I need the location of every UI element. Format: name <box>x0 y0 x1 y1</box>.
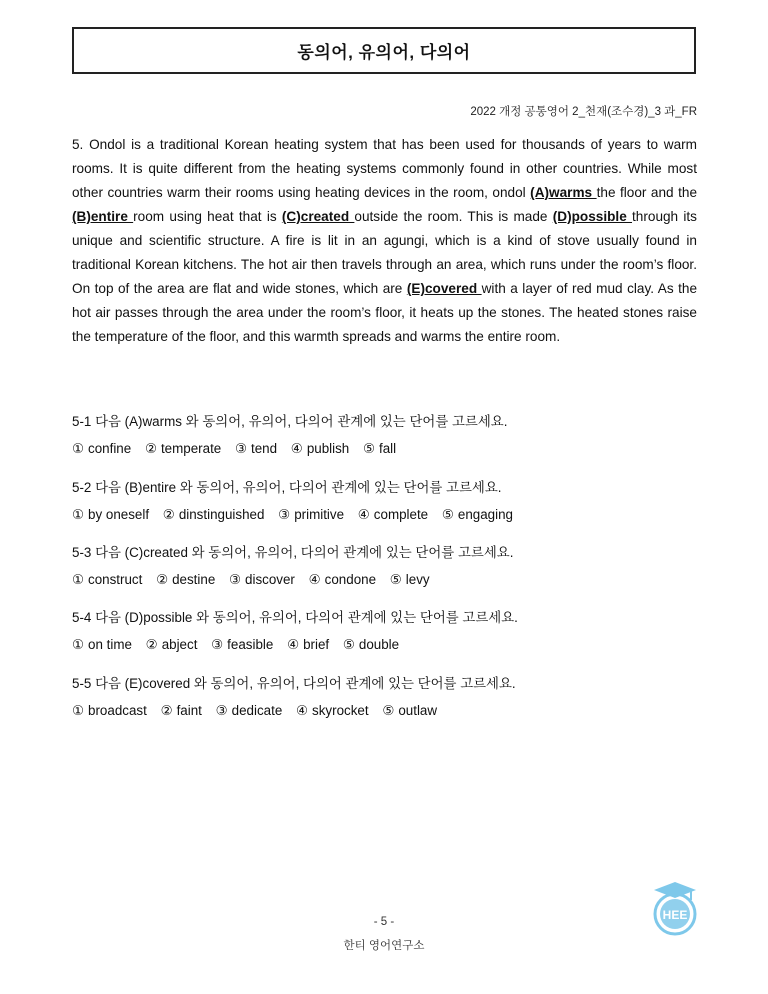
choice-list <box>72 568 513 592</box>
question-5-4 <box>72 606 518 657</box>
question-prompt: 5-2 다음 (B)entire 와 동의어, 유의어, 다의어 관계에 있는 단어를 고르세요. <box>72 480 502 495</box>
question-5-3 <box>72 541 513 592</box>
choice-text: discover <box>245 572 295 587</box>
question-prompt: 5-4 다음 (D)possible 와 동의어, 유의어, 다의어 관계에 있는 단어를 고르세요. <box>72 610 518 625</box>
choice-number: ③ <box>278 507 291 522</box>
choice-item[interactable] <box>156 572 215 587</box>
choice-number: ⑤ <box>441 507 454 522</box>
choice-number: ④ <box>287 637 300 652</box>
choice-number: ⑤ <box>389 572 402 587</box>
choice-item[interactable] <box>145 441 221 456</box>
choice-number: ④ <box>296 703 309 718</box>
choice-text: feasible <box>227 637 274 652</box>
question-prompt: 5-5 다음 (E)covered 와 동의어, 유의어, 다의어 관계에 있는 단어를 고르세요. <box>72 676 516 691</box>
question-5-2 <box>72 476 523 527</box>
choice-text: complete <box>373 507 429 522</box>
choice-item[interactable] <box>72 572 142 587</box>
source-label: 2022 개정 공통영어 2_천재(조수경)_3 과_FR <box>470 106 697 118</box>
choice-item[interactable] <box>235 441 277 456</box>
blank-c: (C)created <box>281 209 355 224</box>
choice-text: tend <box>251 441 278 456</box>
choice-number: ② <box>160 703 173 718</box>
choice-list <box>72 699 516 723</box>
choice-text: primitive <box>294 507 345 522</box>
choice-item[interactable] <box>291 441 349 456</box>
passage <box>72 133 697 349</box>
choice-text: temperate <box>160 441 222 456</box>
choice-text: levy <box>405 572 430 587</box>
choice-list <box>72 437 507 461</box>
choice-text: broadcast <box>88 703 147 718</box>
choice-text: abject <box>161 637 198 652</box>
choice-number: ① <box>72 703 85 718</box>
choice-item[interactable] <box>211 637 273 652</box>
choice-number: ④ <box>357 507 370 522</box>
choice-item[interactable] <box>72 441 131 456</box>
choice-number: ⑤ <box>362 441 375 456</box>
choice-number: ③ <box>211 637 224 652</box>
choice-number: ⑤ <box>342 637 355 652</box>
question-5-1 <box>72 410 507 461</box>
choice-item[interactable] <box>296 703 369 718</box>
choice-number: ② <box>144 441 157 456</box>
choice-number: ③ <box>215 703 228 718</box>
choice-item[interactable] <box>363 441 396 456</box>
choice-item[interactable] <box>390 572 430 587</box>
choice-item[interactable] <box>229 572 295 587</box>
choice-item[interactable] <box>343 637 399 652</box>
title-box <box>72 27 696 74</box>
choice-text: publish <box>306 441 350 456</box>
passage-text: the floor and the <box>596 185 698 200</box>
choice-item[interactable] <box>72 637 132 652</box>
choice-text: fall <box>379 441 397 456</box>
choice-list <box>72 503 523 527</box>
passage-text: with a layer of red mud clay. As the hot air passes through the area under the room’s floor, it heats up the stones. The heated stones raise the temperature of the floor, and this warmth spreads and warms the entire room. <box>72 281 698 344</box>
choice-item[interactable] <box>278 507 344 522</box>
passage-text: room using heat that is <box>133 209 282 224</box>
choice-number: ③ <box>234 441 247 456</box>
choice-text: faint <box>176 703 202 718</box>
choice-number: ① <box>72 572 85 587</box>
question-5-5 <box>72 672 516 723</box>
passage-text: through its unique and scientific structure. A fire is lit in an agungi, which is a kind of stove usually found in traditional Korean kitchens. The hot air then travels through an area, which runs under the room’s floor. On top of the area are flat and wide stones, which are <box>72 209 697 296</box>
choice-number: ④ <box>308 572 321 587</box>
choice-text: condone <box>324 572 377 587</box>
choice-list <box>72 633 518 657</box>
choice-number: ④ <box>290 441 303 456</box>
blank-a: (A)warms <box>530 185 597 200</box>
page-title: 동의어, 유의어, 다의어 <box>297 43 471 62</box>
choice-item[interactable] <box>442 507 513 522</box>
choice-item[interactable] <box>72 507 149 522</box>
choice-text: confine <box>88 441 132 456</box>
choice-number: ① <box>72 507 85 522</box>
blank-d: (D)possible <box>552 209 633 224</box>
choice-text: brief <box>303 637 330 652</box>
footer-org-name: 한티 영어연구소 <box>343 940 425 952</box>
choice-number: ② <box>156 572 169 587</box>
question-prompt: 5-1 다음 (A)warms 와 동의어, 유의어, 다의어 관계에 있는 단어를 고르세요. <box>72 414 508 429</box>
choice-item[interactable] <box>309 572 376 587</box>
choice-text: skyrocket <box>312 703 369 718</box>
choice-number: ③ <box>229 572 242 587</box>
choice-text: dedicate <box>231 703 283 718</box>
blank-e: (E)covered <box>406 281 482 296</box>
choice-text: by oneself <box>88 507 150 522</box>
choice-text: outlaw <box>398 703 438 718</box>
choice-text: construct <box>88 572 143 587</box>
choice-text: dinstinguished <box>178 507 265 522</box>
choice-number: ⑤ <box>382 703 395 718</box>
passage-text: outside the room. This is made <box>354 209 553 224</box>
choice-number: ② <box>145 637 158 652</box>
choice-item[interactable] <box>287 637 329 652</box>
question-prompt: 5-3 다음 (C)created 와 동의어, 유의어, 다의어 관계에 있는 단어를 고르세요. <box>72 545 514 560</box>
blank-b: (B)entire <box>72 209 134 224</box>
choice-text: engaging <box>457 507 513 522</box>
passage-text: 5. Ondol is a traditional Korean heating system that has been used for thousands of years to warm rooms. It is quite different from the heating systems commonly found in other countries. While most other countries warm their rooms using heating devices in the room, ondol <box>72 137 697 200</box>
choice-item[interactable] <box>161 703 202 718</box>
choice-item[interactable] <box>163 507 265 522</box>
choice-text: destine <box>172 572 216 587</box>
choice-item[interactable] <box>216 703 283 718</box>
graduation-cap-icon <box>654 882 696 898</box>
choice-number: ② <box>162 507 175 522</box>
choice-text: on time <box>88 637 132 652</box>
choice-item[interactable] <box>72 703 147 718</box>
choice-number: ① <box>72 441 85 456</box>
page-number: - 5 - <box>373 916 395 928</box>
choice-item[interactable] <box>358 507 428 522</box>
choice-number: ① <box>72 637 85 652</box>
choice-item[interactable] <box>382 703 437 718</box>
choice-item[interactable] <box>146 637 198 652</box>
logo-text: HEE <box>662 908 688 922</box>
choice-text: double <box>358 637 400 652</box>
